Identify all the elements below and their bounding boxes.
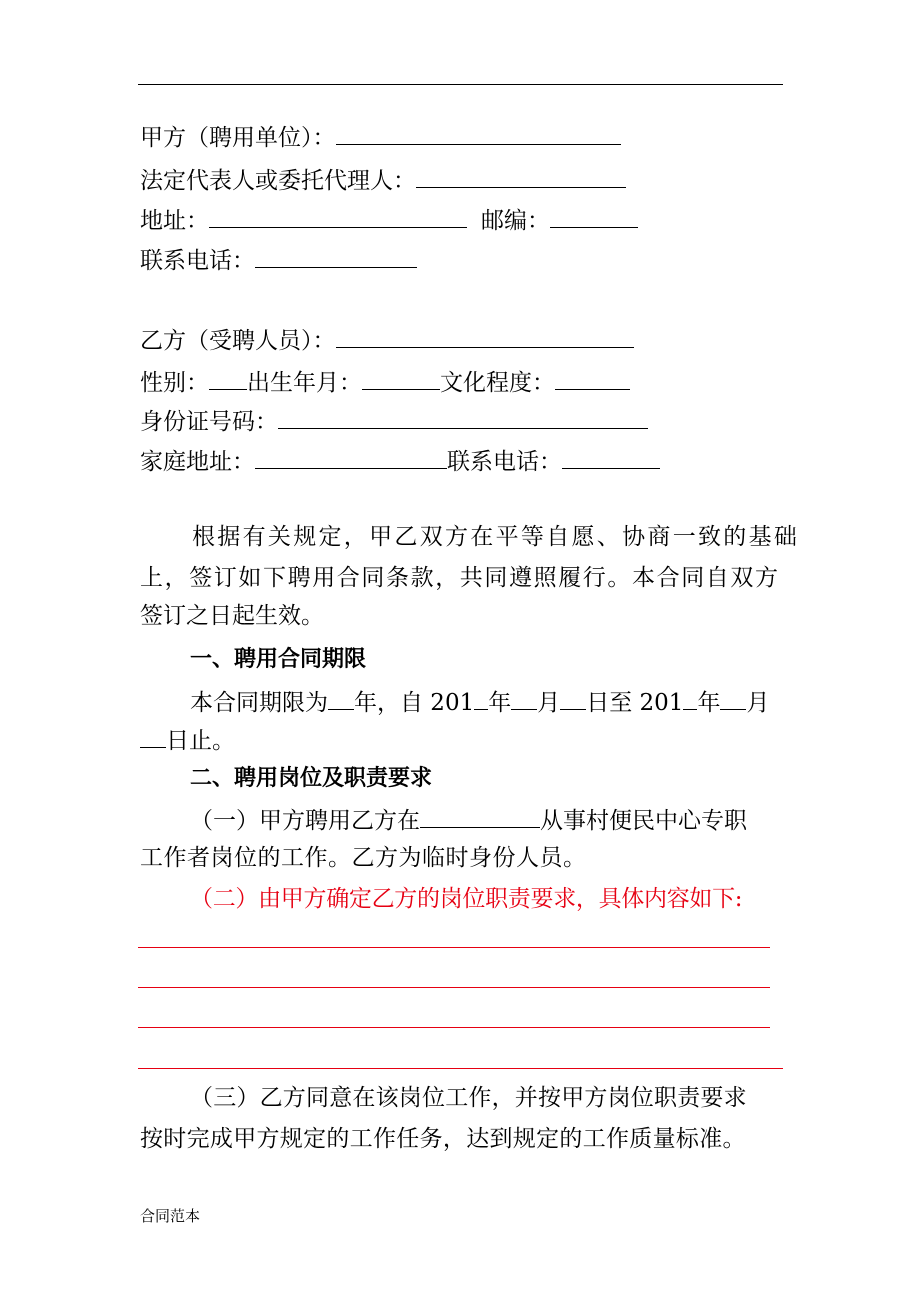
term-text-6: 年 xyxy=(697,690,721,716)
term-years-blank[interactable] xyxy=(328,685,354,710)
duty-line-3[interactable] xyxy=(138,1027,770,1028)
partyB-edu-blank[interactable] xyxy=(555,365,630,390)
section1-term-row-2 xyxy=(140,723,235,756)
intro-line-2: 上，签订如下聘用合同条款，共同遵照履行。本合同自双方 xyxy=(140,565,780,591)
partyB-name-blank[interactable] xyxy=(336,323,634,348)
duty-line-4[interactable] xyxy=(138,1068,783,1069)
term-text-4: 月 xyxy=(537,690,561,716)
partyB-home-label: 家庭地址： xyxy=(140,449,255,475)
section2-item3-line-1: （三）乙方同意在该岗位工作，并按甲方岗位职责要求 xyxy=(190,1085,747,1111)
partyA-postcode-blank[interactable] xyxy=(550,203,638,228)
end-month-blank[interactable] xyxy=(720,685,746,710)
duty-line-2[interactable] xyxy=(138,987,770,988)
partyA-name-label: 甲方（聘用单位）： xyxy=(140,125,336,151)
term-text-2: 年，自 201 xyxy=(354,690,475,716)
footer-label: 合同范本 xyxy=(140,1207,201,1225)
partyA-address-label: 地址： xyxy=(140,208,209,234)
end-year-blank[interactable] xyxy=(683,685,697,710)
partyA-rep-label: 法定代表人或委托代理人： xyxy=(140,168,416,194)
village-blank[interactable] xyxy=(420,803,540,828)
partyB-phone-label: 联系电话： xyxy=(447,449,562,475)
partyA-postcode-label: 邮编： xyxy=(481,208,550,234)
partyB-home-row xyxy=(140,444,660,477)
partyA-rep-blank[interactable] xyxy=(416,163,626,188)
partyB-home-blank[interactable] xyxy=(255,444,447,469)
partyB-gender-label: 性别： xyxy=(140,370,209,396)
term-text-1: 本合同期限为 xyxy=(190,690,328,716)
section1-term-row xyxy=(190,685,769,718)
intro-line-3: 签订之日起生效。 xyxy=(140,603,324,629)
term-text-8: 日止。 xyxy=(166,728,235,754)
term-text-7: 月 xyxy=(746,690,770,716)
header-rule xyxy=(138,84,783,85)
end-day-blank[interactable] xyxy=(140,723,166,748)
partyA-phone-blank[interactable] xyxy=(255,243,417,268)
section2-item2: （二）由甲方确定乙方的岗位职责要求，具体内容如下: xyxy=(190,886,743,912)
partyB-birth-label: 出生年月： xyxy=(247,370,362,396)
partyB-info-row xyxy=(140,365,630,398)
section2-title: 二、聘用岗位及职责要求 xyxy=(190,766,433,791)
start-year-blank[interactable] xyxy=(474,685,488,710)
start-month-blank[interactable] xyxy=(511,685,537,710)
item1-text-b: 从事村便民中心专职 xyxy=(540,808,747,834)
partyA-phone-row xyxy=(140,243,417,276)
section2-item3-line-2: 按时完成甲方规定的工作任务，达到规定的工作质量标准。 xyxy=(140,1126,746,1152)
section1-title: 一、聘用合同期限 xyxy=(190,647,367,672)
section2-item1-row xyxy=(190,803,747,836)
partyA-rep-row xyxy=(140,163,626,196)
term-text-5: 日至 201 xyxy=(586,690,684,716)
start-day-blank[interactable] xyxy=(560,685,586,710)
partyB-gender-blank[interactable] xyxy=(209,365,247,390)
partyA-name-blank[interactable] xyxy=(336,120,621,145)
term-text-3: 年 xyxy=(488,690,512,716)
duty-line-1[interactable] xyxy=(138,947,770,948)
partyA-phone-label: 联系电话： xyxy=(140,248,255,274)
section2-item1-line-2: 工作者岗位的工作。乙方为临时身份人员。 xyxy=(140,845,587,871)
intro-line-1: 根据有关规定，甲乙双方在平等自愿、协商一致的基础 xyxy=(192,524,800,550)
partyB-name-row xyxy=(140,323,634,356)
partyB-id-blank[interactable] xyxy=(278,404,648,429)
partyB-edu-label: 文化程度： xyxy=(440,370,555,396)
partyA-address-blank[interactable] xyxy=(209,203,467,228)
partyA-name-row xyxy=(140,120,621,153)
partyB-id-row xyxy=(140,404,648,437)
partyB-id-label: 身份证号码： xyxy=(140,409,278,435)
partyB-phone-blank[interactable] xyxy=(562,444,660,469)
partyA-address-row xyxy=(140,203,638,236)
item1-text-a: （一）甲方聘用乙方在 xyxy=(190,808,420,834)
partyB-birth-blank[interactable] xyxy=(362,365,440,390)
partyB-name-label: 乙方（受聘人员）： xyxy=(140,328,336,354)
